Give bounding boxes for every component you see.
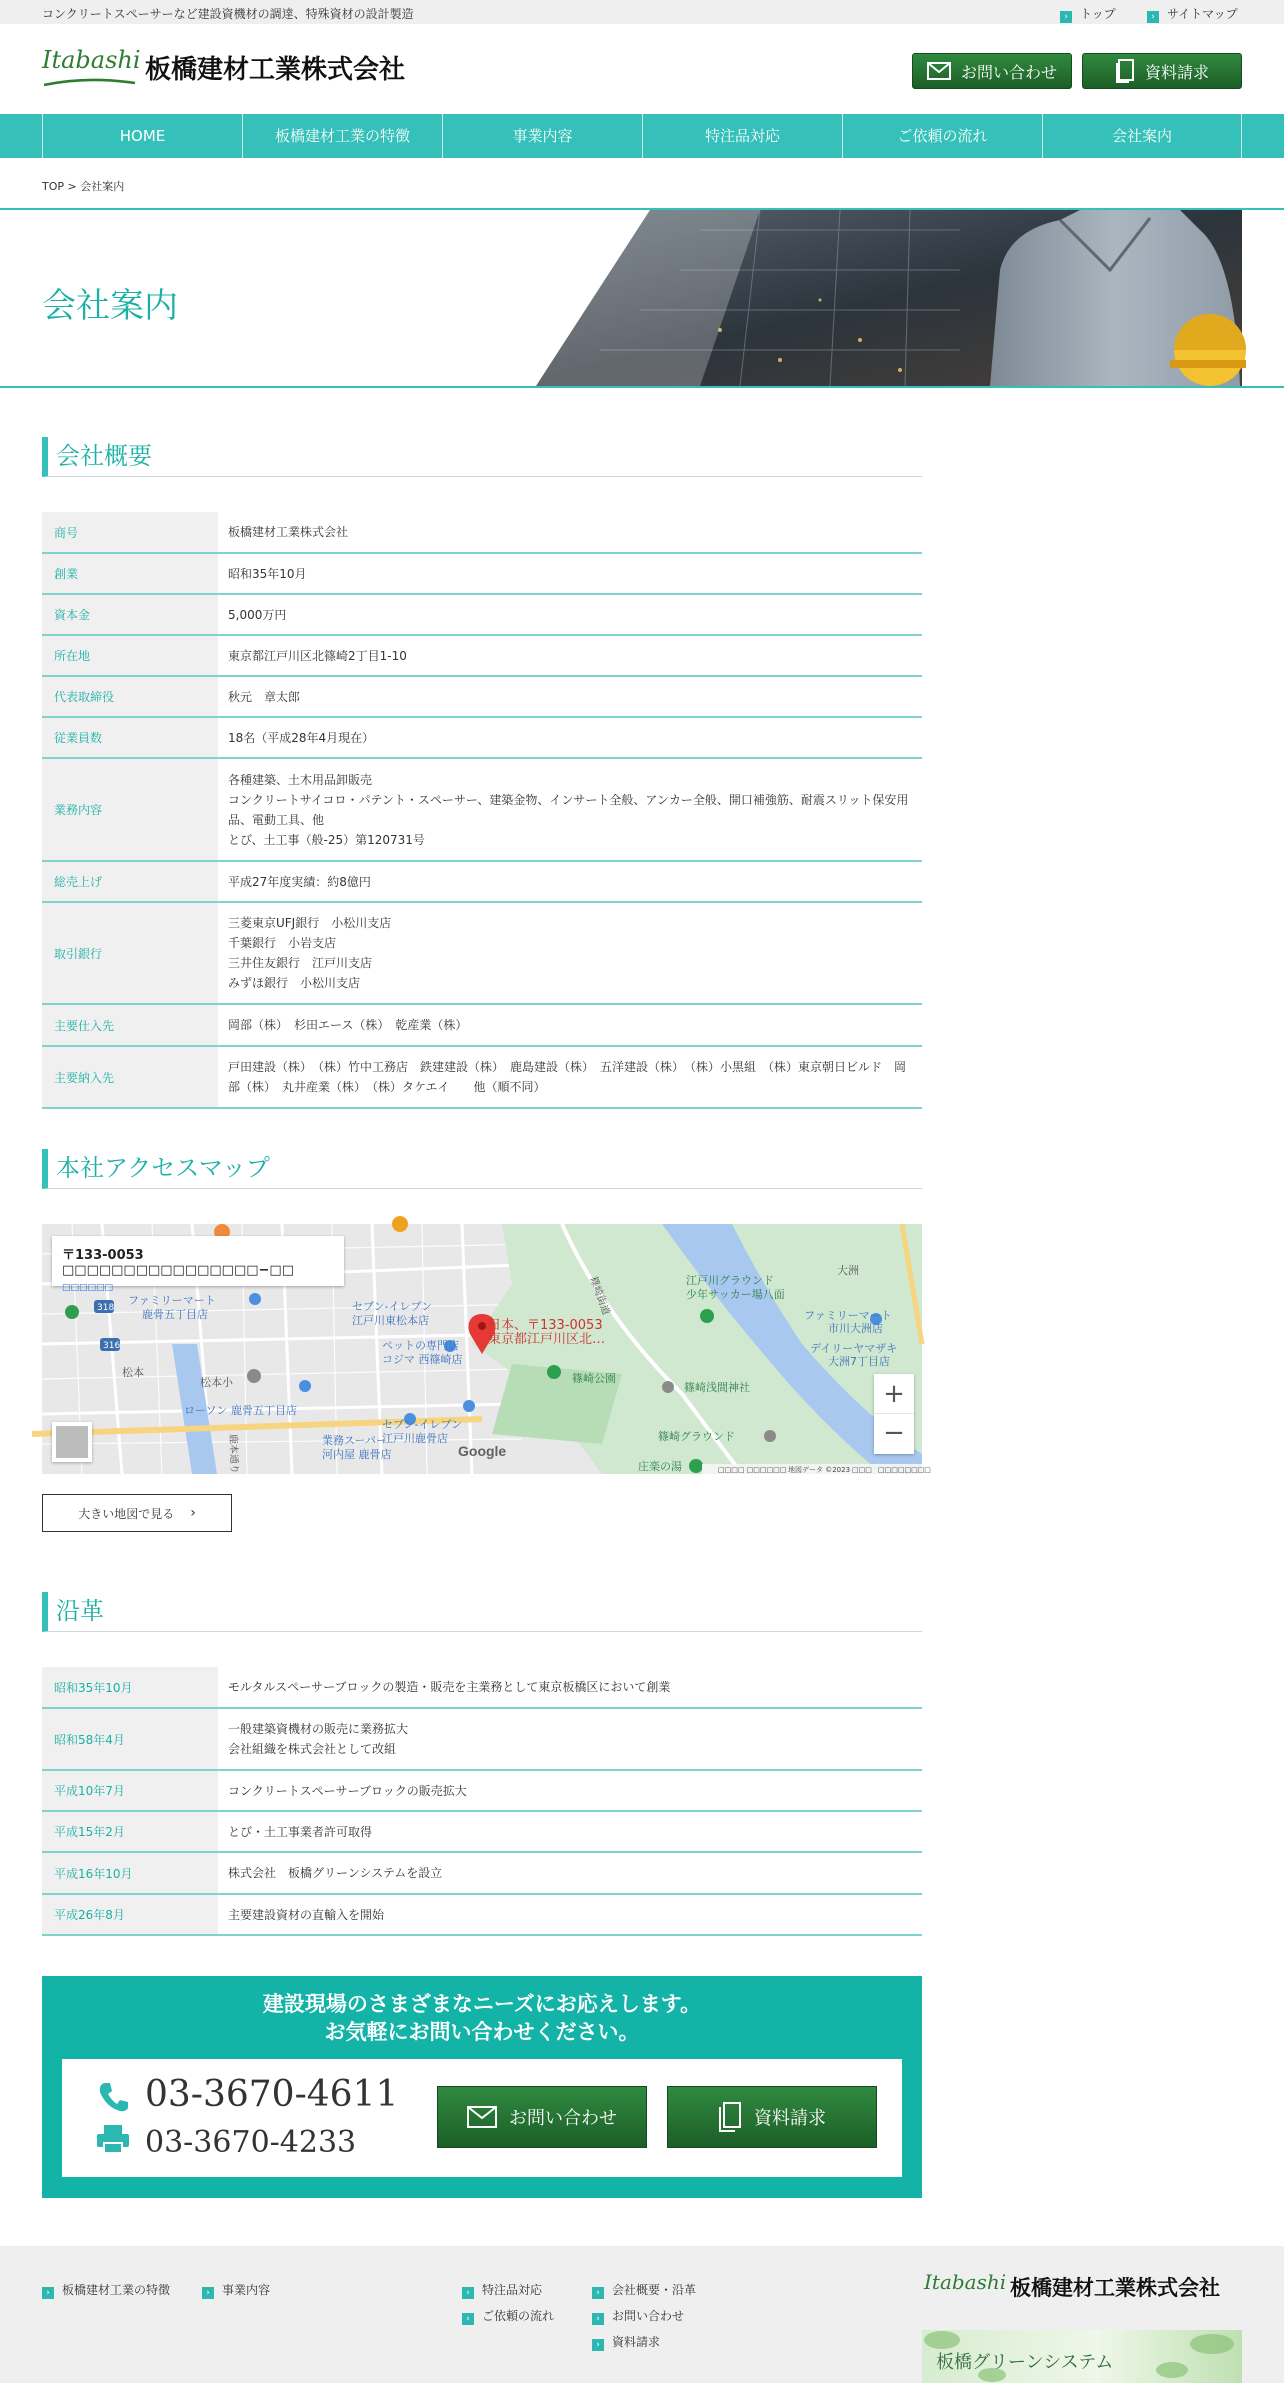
nav-flow[interactable]: ご依頼の流れ	[842, 114, 1042, 158]
page-title: 会社案内	[42, 286, 178, 326]
map-info-title: 〒133-0053 □□□□□□□□□□□□□□□□−□□	[62, 1248, 294, 1278]
footer-logo-wordmark[interactable]: Itabashi	[924, 2270, 1007, 2294]
map-label: 江戸川鹿骨店	[382, 1432, 448, 1445]
map-attribution: 地図データ ©2023	[788, 1466, 851, 1474]
map-label: 松本小	[200, 1376, 233, 1389]
table-row	[42, 635, 922, 676]
table-row	[42, 1004, 922, 1046]
row-label: 従業員数	[42, 717, 218, 758]
table-row	[42, 861, 922, 902]
table-row	[42, 758, 922, 861]
row-line: 三菱東京UFJ銀行 小松川支店	[228, 916, 392, 930]
cta-docs-button[interactable]	[667, 2086, 877, 2148]
map-label: 大洲7丁目店	[828, 1355, 890, 1368]
table-row	[42, 512, 922, 553]
nav-home[interactable]: HOME	[42, 114, 242, 158]
nav-features[interactable]: 板橋建材工業の特徴	[242, 114, 442, 158]
banner-label: 板橋グリーンシステム	[936, 2352, 1114, 2373]
footer-link-label: 板橋建材工業の特徴	[62, 2283, 171, 2297]
footer-link-label: 会社概要・沿革	[612, 2283, 697, 2297]
map-label: 大洲	[837, 1264, 859, 1277]
row-label: 平成26年8月	[42, 1894, 218, 1935]
row-value: 戸田建設（株） （株）竹中工務店 鉄建建設（株） 鹿島建設（株） 五洋建設（株） （株）小黒組 （株）東京朝日ビルド 岡部（株） 丸井産業（株） （株）タケエイ 他（順不同）	[218, 1046, 922, 1108]
row-value: コンクリートスペーサーブロックの販売拡大	[218, 1770, 922, 1811]
map-label: 江戸川グラウンド	[686, 1274, 774, 1287]
top-strip	[0, 0, 1284, 24]
arrow-icon: ›	[592, 2313, 604, 2325]
table-row	[42, 594, 922, 635]
route-shield: 318	[97, 1303, 115, 1313]
table-row	[42, 1667, 922, 1708]
big-map-label: 大きい地図で見る	[78, 1506, 175, 1521]
row-label: 代表取締役	[42, 676, 218, 717]
map-label: 篠崎公園	[572, 1372, 616, 1385]
table-row	[42, 902, 922, 1004]
map-info-link[interactable]: □□□□□□	[62, 1283, 114, 1293]
map-label: 河内屋 鹿骨店	[322, 1448, 392, 1461]
nav-business[interactable]: 事業内容	[442, 114, 642, 158]
arrow-icon: ›	[42, 2287, 54, 2299]
map-label: 少年サッカー場八面	[686, 1288, 785, 1301]
row-value: 5,000万円	[218, 594, 922, 635]
arrow-icon: ›	[592, 2287, 604, 2299]
mail-icon	[467, 2106, 497, 2128]
access-heading: 本社アクセスマップ	[42, 1149, 922, 1189]
row-label: 平成16年10月	[42, 1852, 218, 1894]
map-label: セブン-イレブン	[352, 1300, 433, 1313]
zoom-control	[874, 1374, 914, 1454]
map-info-card	[52, 1236, 344, 1293]
table-row	[42, 1708, 922, 1770]
map-label: セブン-イレブン	[382, 1418, 463, 1431]
row-label: 主要納入先	[42, 1046, 218, 1108]
satellite-thumbnail-icon	[56, 1426, 88, 1458]
row-value: 株式会社 板橋グリーンシステムを設立	[218, 1852, 922, 1894]
fax-number: 03-3670-4233	[145, 2125, 357, 2160]
global-nav	[0, 114, 1284, 158]
row-value: 東京都江戸川区北篠崎2丁目1-10	[218, 635, 922, 676]
map-label: ファミリーマート	[804, 1309, 892, 1322]
row-line: 会社組織を株式会社として改組	[228, 1742, 397, 1756]
hero-photo-image	[0, 210, 1284, 386]
map-label: ペットの専門店	[382, 1339, 459, 1352]
fax-icon	[96, 2124, 130, 2154]
map-label: 篠崎浅間神社	[684, 1381, 750, 1394]
history-heading: 沿革	[42, 1592, 922, 1632]
map-label: デイリーヤマザキ	[810, 1342, 898, 1355]
overview-table	[42, 512, 922, 1109]
footer-link-flow[interactable]	[462, 2307, 554, 2325]
map-attribution: □□□□ □□□□□□	[718, 1466, 787, 1474]
nav-company[interactable]: 会社案内	[1042, 114, 1242, 158]
row-label: 昭和35年10月	[42, 1667, 218, 1708]
pin-label: 日本、〒133-0053	[488, 1318, 603, 1333]
row-line: とび、土工事（般-25）第120731号	[228, 832, 425, 847]
arrow-icon: ›	[462, 2313, 474, 2325]
header-contact-button[interactable]	[912, 53, 1072, 89]
cta-docs-label: 資料請求	[754, 2108, 826, 2128]
map-label: ファミリーマート	[128, 1294, 216, 1307]
route-shield: 316	[103, 1341, 121, 1351]
breadcrumb: TOP > 会社案内	[42, 180, 125, 193]
arrow-icon: ›	[592, 2339, 604, 2351]
row-value: とび・土工事業者許可取得	[218, 1811, 922, 1852]
document-icon	[718, 2102, 742, 2132]
nav-custom-orders[interactable]: 特注品対応	[642, 114, 842, 158]
arrow-icon: ›	[202, 2287, 214, 2299]
row-value: 岡部（株） 杉田エース（株） 乾産業（株）	[218, 1004, 922, 1046]
top-link-top[interactable]	[1060, 5, 1116, 23]
row-label: 昭和58年4月	[42, 1708, 218, 1770]
hero-banner	[0, 208, 1284, 388]
row-value: 平成27年度実績：約8億円	[218, 861, 922, 902]
footer-link-label: お問い合わせ	[612, 2309, 685, 2323]
zoom-out-icon[interactable]: −	[883, 1418, 905, 1448]
top-link-sitemap[interactable]	[1147, 5, 1238, 23]
table-row	[42, 1852, 922, 1894]
cta-heading	[42, 1990, 922, 2046]
document-icon	[1115, 59, 1135, 83]
footer-link-label: 資料請求	[612, 2335, 661, 2349]
row-value	[218, 1708, 922, 1770]
pin-label: 東京都江戸川区北…	[488, 1332, 606, 1347]
row-line: 千葉銀行 小岩支店	[228, 936, 337, 950]
map-attribution: □□□□□□□□	[878, 1466, 931, 1474]
row-label: 資本金	[42, 594, 218, 635]
cta-contact-label: お問い合わせ	[509, 2108, 617, 2128]
row-value: 18名（平成28年4月現在）	[218, 717, 922, 758]
row-line: コンクリートサイコロ・パテント・スペーサー、建築金物、インサート全般、アンカー全般、開口補強筋、耐震スリット保安用品、電動工具、他	[228, 792, 909, 827]
zoom-in-icon[interactable]: +	[874, 1374, 914, 1414]
row-label: 総売上げ	[42, 861, 218, 902]
cta-heading-line: 建設現場のさまざまなニーズにお応えします。	[262, 1992, 702, 2016]
cta-heading-line: お気軽にお問い合わせください。	[324, 2020, 640, 2044]
footer-link-features[interactable]	[42, 2281, 170, 2299]
row-value: 秋元 章太郎	[218, 676, 922, 717]
company-name: 板橋建材工業株式会社	[145, 55, 406, 85]
header-docs-label: 資料請求	[1144, 64, 1209, 82]
row-value: 主要建設資材の直輸入を開始	[218, 1894, 922, 1935]
row-line: 一般建築資機材の販売に業務拡大	[228, 1722, 409, 1736]
table-row	[42, 553, 922, 594]
map-label: 業務スーパー	[322, 1434, 387, 1447]
header-contact-label: お問い合わせ	[960, 64, 1057, 82]
footer-link-business[interactable]	[202, 2281, 270, 2299]
history-table	[42, 1667, 922, 1936]
row-label: 平成15年2月	[42, 1811, 218, 1852]
footer	[0, 2246, 1284, 2383]
map-label: 庄楽の湯	[638, 1460, 682, 1473]
phone-number[interactable]: 03-3670-4611	[145, 2074, 399, 2115]
row-label: 商号	[42, 512, 218, 553]
footer-link-label: 特注品対応	[482, 2283, 543, 2297]
arrow-icon: ›	[1147, 11, 1159, 23]
footer-link-label: 事業内容	[222, 2283, 271, 2297]
table-row	[42, 1770, 922, 1811]
top-link-label: サイトマップ	[1167, 7, 1238, 21]
cta-contact-button[interactable]	[437, 2086, 647, 2148]
map-layers-toggle[interactable]	[52, 1422, 92, 1462]
map-label: 江戸川東松本店	[352, 1314, 429, 1327]
footer-link-company[interactable]	[592, 2281, 696, 2299]
map-label: 篠崎グラウンド	[658, 1430, 735, 1443]
phone-icon	[96, 2080, 130, 2114]
row-label: 取引銀行	[42, 902, 218, 1004]
footer-link-custom[interactable]	[462, 2281, 542, 2299]
row-value	[218, 758, 922, 861]
row-label: 平成10年7月	[42, 1770, 218, 1811]
map-label: 市川大洲店	[828, 1322, 883, 1335]
footer-link-label: ご依頼の流れ	[482, 2309, 555, 2323]
row-label: 主要仕入先	[42, 1004, 218, 1046]
chevron-right-icon: ›	[190, 1505, 196, 1521]
footer-company-name: 板橋建材工業株式会社	[1010, 2275, 1220, 2300]
row-value: 板橋建材工業株式会社	[218, 512, 922, 553]
row-value: モルタルスペーサーブロックの製造・販売を主業務として東京板橋区において創業	[218, 1667, 922, 1708]
table-row	[42, 1811, 922, 1852]
table-row	[42, 676, 922, 717]
green-system-banner[interactable]	[922, 2330, 1242, 2383]
map-label: 松本	[122, 1366, 144, 1379]
embedded-map[interactable]	[42, 1224, 931, 1475]
google-logo: Google	[458, 1443, 507, 1459]
row-value: 昭和35年10月	[218, 553, 922, 594]
row-label: 業務内容	[42, 758, 218, 861]
big-map-button[interactable]	[42, 1494, 232, 1532]
map-label: 鹿本通り	[227, 1433, 240, 1475]
arrow-icon: ›	[1060, 11, 1072, 23]
overview-heading: 会社概要	[42, 437, 922, 477]
arrow-icon: ›	[462, 2287, 474, 2299]
row-line: みずほ銀行 小松川支店	[228, 976, 361, 990]
table-row	[42, 1894, 922, 1935]
header-docs-button[interactable]	[1082, 53, 1242, 89]
table-row	[42, 1046, 922, 1108]
map-label: コジマ 西篠崎店	[382, 1353, 463, 1366]
map-label: 篠崎街道	[587, 1275, 612, 1317]
map-label: 鹿骨五丁目店	[142, 1308, 208, 1321]
row-label: 創業	[42, 553, 218, 594]
row-line: 三井住友銀行 江戸川支店	[228, 956, 373, 970]
logo-swoosh-icon	[42, 78, 137, 88]
map-attribution: □□□	[852, 1466, 872, 1474]
row-line: 各種建築、土木用品卸販売	[228, 772, 373, 787]
map-label: ローソン 鹿骨五丁目店	[184, 1404, 298, 1417]
table-row	[42, 717, 922, 758]
row-value	[218, 902, 922, 1004]
top-link-label: トップ	[1080, 7, 1116, 21]
mail-icon	[927, 62, 951, 80]
logo-wordmark[interactable]: Itabashi	[42, 46, 141, 74]
footer-link-docs[interactable]	[592, 2333, 660, 2351]
row-label: 所在地	[42, 635, 218, 676]
footer-link-contact[interactable]	[592, 2307, 684, 2325]
site-tagline: コンクリートスペーサーなど建設資機材の調達、特殊資材の設計製造	[42, 7, 414, 21]
